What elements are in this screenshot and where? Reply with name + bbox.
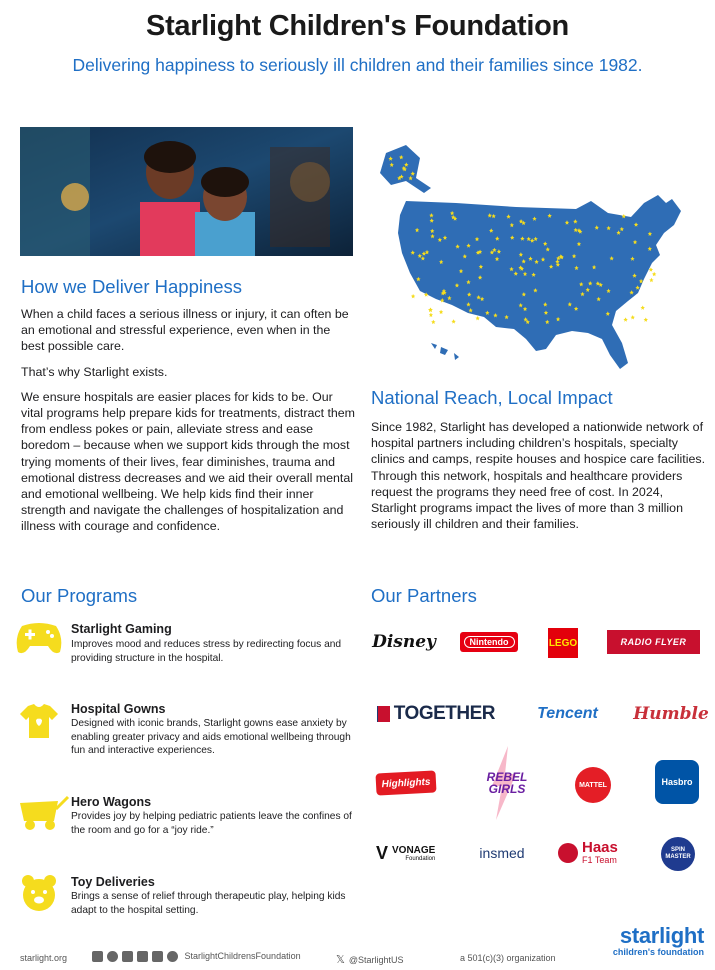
deliver-text [21,306,356,544]
mlb-together-logo [377,703,495,725]
reach-heading: National Reach, Local Impact [371,387,613,408]
reach-text: Since 1982, Starlight has developed a nationwide network of hospital partners including children’s hospitals, specialty clinics and camps, respite houses and hospice care facilities. Through this network, hospitals and healthcare providers request the programs they need free of cost. In 2024, Starlight programs impact the lives of more than 3 million seriously ill children and their families. [371,420,706,532]
spin-master-logo: SPIN MASTER [661,837,695,871]
map-star-icon [652,272,656,276]
footer-x-handle: @StarlightUS [348,955,404,965]
youtube-icon[interactable] [152,951,163,962]
map-star-icon [451,319,455,323]
threads-icon[interactable] [122,951,133,962]
contiguous-us-shape [398,195,681,369]
haas-logo [558,840,630,866]
insmed-logo: insmed [479,845,525,861]
map-star-icon [411,294,415,298]
mattel-logo: MATTEL [575,767,611,803]
map-star-icon [429,313,433,317]
highlights-logo: Highlights [375,770,436,795]
footer-social-handle: StarlightChildrensFoundation [184,951,301,961]
gamepad-icon [14,618,64,658]
vonage-text: VONAGE [392,844,436,856]
humble-logo: Humble [633,704,709,724]
lego-logo: LEGO [548,628,578,658]
footer-site-link[interactable]: starlight.org [20,953,68,963]
program-title-gaming: Starlight Gaming [71,622,172,636]
together-text: TOGETHER [393,703,495,724]
gown-icon [14,700,64,740]
haas-text: Haas [582,839,618,856]
deliver-paragraph-3: We ensure hospitals are easier places for kids to be. Our vital programs help prepare kids for treatments, distract them from endless pokes or pain, alleviate stress and ease boredom – because when we support kids through the most trying moments of their lives, fear diminishes, trauma and emotional distress decreases and we aid their overall mental and emotional wellbeing. We help kids find their inner strength and navigate the challenges of hospitalization and illness with courage and confidence. [21,389,355,534]
map-star-icon [641,305,645,309]
program-title-toys: Toy Deliveries [71,875,155,889]
program-title-gowns: Hospital Gowns [71,702,166,716]
footer-social-row [92,951,301,962]
nintendo-logo-text: Nintendo [464,636,515,648]
us-reach-map [376,133,696,378]
rebel-text: REBEL [486,770,528,784]
program-title-wagons: Hero Wagons [71,795,152,809]
pinterest-icon[interactable] [167,951,178,962]
hasbro-logo: Hasbro [655,760,699,804]
page-title: Starlight Children's Foundation [146,10,569,42]
nintendo-logo [460,632,518,652]
starlight-logo-sub: children's foundation [612,947,704,957]
deliver-paragraph-1: When a child faces a serious illness or injury, it can often be an emotional and stressful experience, even when in the best possible care. [21,307,349,354]
program-desc-gaming: Improves mood and reduces stress by redirecting focus and providing structure in the hospital. [71,639,342,664]
radio-flyer-logo: RADIO FLYER [607,630,700,654]
mlb-icon [377,706,390,722]
hawaii-shape [431,343,459,360]
girls-text: GIRLS [488,782,526,796]
starlight-logo-text: starlight [619,923,704,948]
deliver-heading: How we Deliver Happiness [21,276,243,297]
teddy-bear-icon [14,873,64,913]
program-desc-gowns: Designed with iconic brands, Starlight gowns ease anxiety by enabling greater privacy and aids emotional wellbeing through fun and interactive experiences. [71,718,351,756]
program-desc-toys: Brings a sense of relief through therapeutic play, helping kids adapt to the hospital setting. [71,891,346,916]
haas-sub-text: F1 Team [582,855,617,865]
facebook-icon[interactable] [107,951,118,962]
map-star-icon [649,278,653,282]
map-star-icon [475,316,479,320]
x-icon[interactable]: 𝕏 [336,954,345,966]
instagram-icon[interactable] [92,951,103,962]
map-star-icon [623,317,627,321]
vonage-sub-text: Foundation [405,855,436,862]
map-star-icon [439,310,443,314]
page-subtitle: Delivering happiness to seriously ill children and their families since 1982. [72,55,643,75]
map-star-icon [631,315,635,319]
disney-logo: Disney [372,632,436,652]
vonage-v-icon: V [376,842,389,863]
deliver-paragraph-2: That’s why Starlight exists. [21,364,168,379]
haas-emblem-icon [558,843,578,863]
rebel-girls-logo [478,746,536,820]
wagon-icon [14,793,64,833]
footer-x-row [336,953,404,966]
programs-heading: Our Programs [21,585,138,606]
linkedin-icon[interactable] [137,951,148,962]
footer-org-status: a 501(c)(3) organization [460,953,556,963]
vonage-foundation-logo [376,840,446,866]
map-star-icon [644,317,648,321]
tencent-logo: Tencent [537,705,598,722]
program-desc-wagons: Provides joy by helping pediatric patients leave the confines of the room and go for a “joy ride.” [71,811,352,836]
starlight-logo [604,925,704,957]
children-photo [20,127,353,256]
partners-heading: Our Partners [371,585,477,606]
map-star-icon [431,320,435,324]
